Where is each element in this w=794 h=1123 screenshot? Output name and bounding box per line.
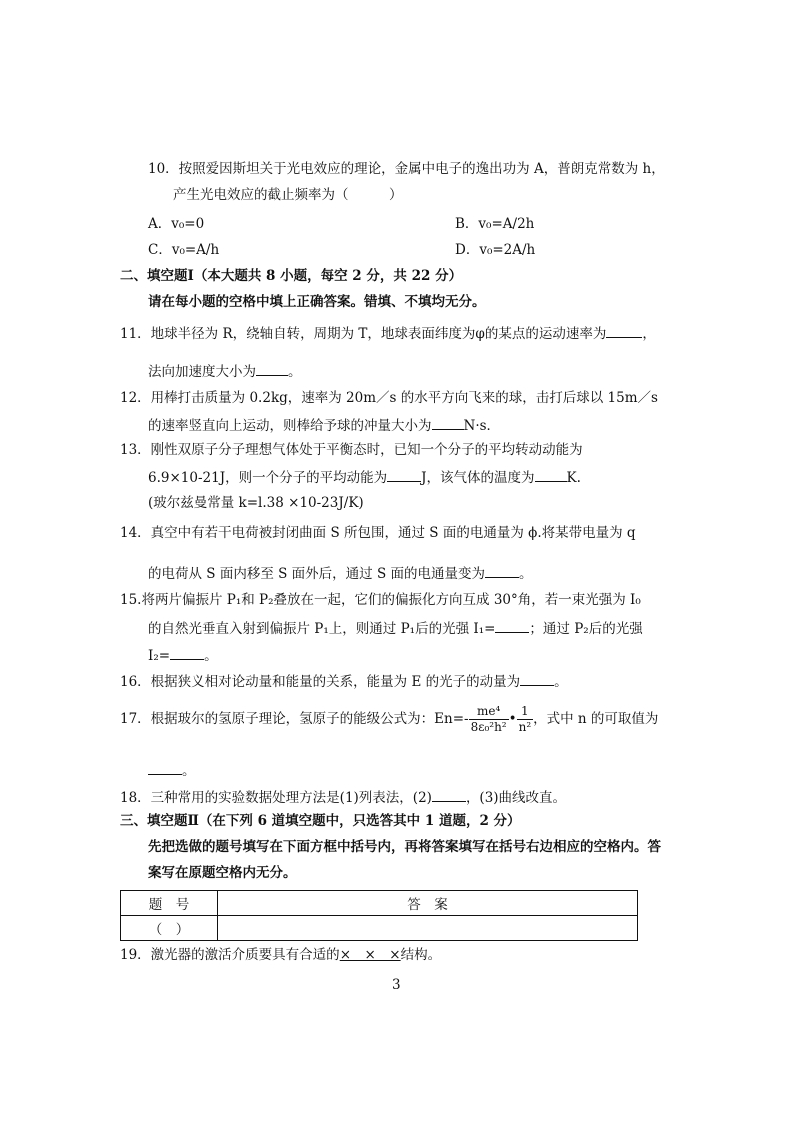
q13-line1: 13．刚性双原子分子理想气体处于平衡态时，已知一个分子的平均转动动能为 xyxy=(120,442,583,458)
answer-blank[interactable] xyxy=(520,671,554,686)
answer-blank[interactable] xyxy=(432,415,464,430)
section2-instruction: 请在每小题的空格中填上正确答案。错填、不填均无分。 xyxy=(148,294,486,310)
section3-instruction-cont: 案写在原题空格内无分。 xyxy=(148,865,297,881)
answer-blank[interactable] xyxy=(495,618,529,633)
q10-option-c: C．v₀=A/h xyxy=(148,242,220,258)
q12-line2: 的速率竖直向上运动，则棒给予球的冲量大小为 N·s． xyxy=(148,415,500,435)
table-header-number: 题 号 xyxy=(121,891,218,916)
section3-instruction: 先把选做的题号填写在下面方框中括号内，再将答案填写在括号右边相应的空格内。答 xyxy=(148,839,661,855)
answer-blank[interactable] xyxy=(485,563,519,578)
page-number: 3 xyxy=(392,977,401,993)
q15-line1: 15.将两片偏振片 P₁和 P₂叠放在一起，它们的偏振化方向互成 30°角，若一束光强为 I₀ xyxy=(120,592,641,608)
q13-line2: 6.9×10-21J，则一个分子的平均动能为 J，该气体的温度为 K. xyxy=(148,467,581,487)
answer-table xyxy=(120,890,638,941)
answer-blank[interactable] xyxy=(387,467,421,482)
answer-cell[interactable] xyxy=(218,916,638,941)
q16-line: 16．根据狭义相对论动量和能量的关系，能量为 E 的光子的动量为 。 xyxy=(120,671,568,691)
q19-line: 19．激光器的激活介质要具有合适的× × ×结构。 xyxy=(120,947,442,963)
formula-fraction-2: $\frac{1}{\text{n²}}$ xyxy=(518,704,532,734)
answer-blank[interactable] xyxy=(170,645,204,660)
q14-line2: 的电荷从 S 面内移至 S 面外后，通过 S 面的电通量变为 。 xyxy=(148,563,533,583)
q11-line2: 法向加速度大小为 。 xyxy=(148,361,302,381)
formula-fraction-1: $\frac{\text{me⁴}}{\text{8ε₀²h²}}$ xyxy=(470,704,507,734)
q10-stem-cont: 产生光电效应的截止频率为（ ） xyxy=(173,187,403,203)
q17-line1: 17．根据玻尔的氢原子理论，氢原子的能级公式为：En=- $\frac{\text{me⁴}}{\text{8ε₀²h²}}$ • $\frac{1}{\text{n²}}$ ，式中 n 的可取值为 xyxy=(120,704,659,734)
q10-option-a: A．v₀=0 xyxy=(148,216,205,232)
answer-blank[interactable] xyxy=(535,467,567,482)
q15-line3: I₂= 。 xyxy=(148,645,218,665)
q14-line1: 14．真空中有若干电荷被封闭曲面 S 所包围，通过 S 面的电通量为 ϕ.将某带电量为 q xyxy=(120,525,636,541)
q10-stem: 10．按照爱因斯坦关于光电效应的理论，金属中电子的逸出功为 A，普朗克常数为 h， xyxy=(148,161,665,177)
answer-blank[interactable] xyxy=(256,361,288,376)
answer-blank[interactable] xyxy=(148,760,182,775)
table-header-answer: 答 案 xyxy=(218,891,638,916)
q17-line2: 。 xyxy=(148,760,196,780)
section2-title: 二、填空题Ⅰ（本大题共 8 小题，每空 2 分，共 22 分） xyxy=(120,268,463,284)
q10-option-d: D．v₀=2A/h xyxy=(455,242,536,258)
q13-line3: (玻尔兹曼常量 k=l.38 ×10-23J/K) xyxy=(148,495,364,511)
q18-line: 18．三种常用的实验数据处理方法是(1)列表法，(2) ，(3)曲线改直。 xyxy=(120,787,566,807)
section3-title: 三、填空题Ⅱ（在下列 6 道填空题中，只选答其中 1 道题，2 分） xyxy=(120,813,521,829)
question-number-cell[interactable]: （ ） xyxy=(121,916,218,941)
answer-blank[interactable] xyxy=(432,787,466,802)
q12-line1: 12．用棒打击质量为 0.2kg，速率为 20m／s 的水平方向飞来的球，击打后球以 15m／s xyxy=(120,390,658,406)
q15-line2: 的自然光垂直入射到偏振片 P₁上，则通过 P₁后的光强 I₁= ；通过 P₂后的光强 xyxy=(148,618,643,638)
answer-blank[interactable] xyxy=(606,323,642,338)
q10-option-b: B．v₀=A/2h xyxy=(455,216,535,232)
q11-line1: 11．地球半径为 R，绕轴自转，周期为 T，地球表面纬度为φ的某点的运动速率为 ， xyxy=(120,323,656,343)
q19-blank: × × × xyxy=(339,947,401,963)
